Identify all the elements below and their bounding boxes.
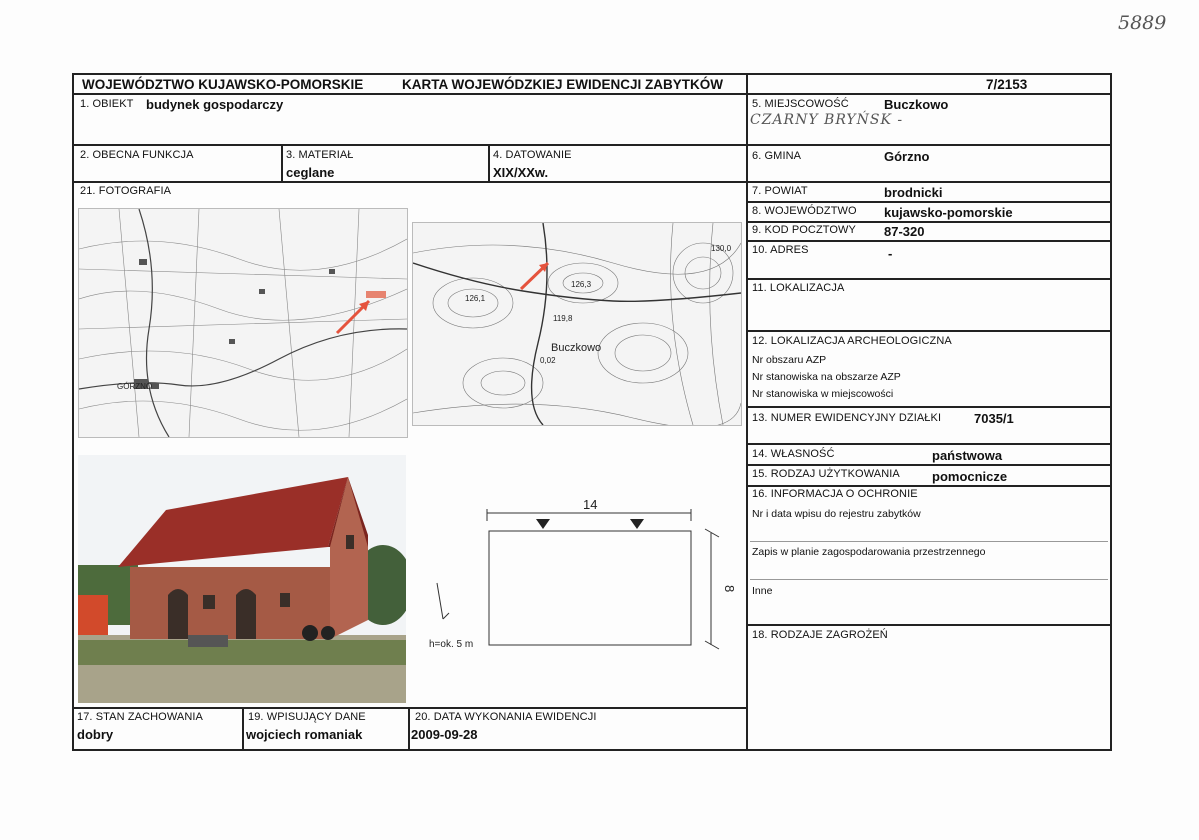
lok-arch-line: Nr obszaru AZP bbox=[752, 354, 827, 366]
building-photo-graphic bbox=[78, 455, 406, 703]
divider bbox=[746, 443, 1110, 445]
topographic-map-overview bbox=[78, 208, 408, 438]
label-uzytkowanie: 15. RODZAJ UŻYTKOWANIA bbox=[752, 468, 900, 480]
archive-number: 5889 bbox=[1118, 12, 1167, 34]
lok-arch-line: Nr stanowiska na obszarze AZP bbox=[752, 371, 901, 383]
divider bbox=[281, 144, 283, 182]
divider bbox=[242, 707, 244, 751]
map-town-label: Buczkowo bbox=[551, 342, 602, 354]
plan-width-label: 14 bbox=[583, 497, 598, 512]
divider bbox=[746, 464, 1110, 466]
label-fotografia: 21. FOTOGRAFIA bbox=[80, 185, 172, 197]
divider bbox=[74, 181, 748, 183]
divider bbox=[746, 406, 1110, 408]
label-lok-arch: 12. LOKALIZACJA ARCHEOLOGICZNA bbox=[752, 335, 952, 347]
label-wojewodztwo: 8. WOJEWÓDZTWO bbox=[752, 205, 857, 217]
divider bbox=[746, 278, 1110, 280]
value-material: ceglane bbox=[286, 165, 335, 180]
value-obiekt: budynek gospodarczy bbox=[146, 97, 284, 112]
divider bbox=[746, 240, 1110, 242]
handwritten-note: CZARNY BRYŃSK - bbox=[750, 112, 904, 128]
label-wpisujacy: 19. WPISUJĄCY DANE bbox=[248, 711, 366, 723]
value-powiat: brodnicki bbox=[884, 185, 943, 200]
divider bbox=[488, 144, 490, 182]
label-material: 3. MATERIAŁ bbox=[286, 149, 354, 161]
value-dzialka: 7035/1 bbox=[974, 411, 1014, 426]
divider bbox=[74, 93, 1110, 95]
map-town-label: GÓRZNO bbox=[117, 382, 153, 391]
divider bbox=[746, 75, 748, 751]
map-elevation-label: 126,1 bbox=[465, 294, 486, 303]
divider bbox=[746, 221, 1110, 223]
divider bbox=[746, 485, 1110, 487]
value-adres: - bbox=[888, 246, 893, 261]
label-adres: 10. ADRES bbox=[752, 244, 809, 256]
value-kod: 87-320 bbox=[884, 224, 925, 239]
label-powiat: 7. POWIAT bbox=[752, 185, 808, 197]
label-funkcja: 2. OBECNA FUNKCJA bbox=[80, 149, 194, 161]
label-dzialka: 13. NUMER EWIDENCYJNY DZIAŁKI bbox=[752, 412, 942, 424]
value-wojewodztwo: kujawsko-pomorskie bbox=[884, 205, 1013, 220]
divider bbox=[746, 144, 1110, 146]
label-miejscowosc: 5. MIEJSCOWOŚĆ bbox=[752, 98, 849, 110]
value-datowanie: XIX/XXw. bbox=[493, 165, 549, 180]
building-photo bbox=[78, 455, 406, 703]
label-datowanie: 4. DATOWANIE bbox=[493, 149, 572, 161]
label-wlasnosc: 14. WŁASNOŚĆ bbox=[752, 448, 835, 460]
label-kod: 9. KOD POCZTOWY bbox=[752, 224, 856, 236]
map-elevation-label: 126,3 bbox=[571, 280, 592, 289]
label-zagrozenia: 18. RODZAJE ZAGROŻEŃ bbox=[752, 629, 888, 641]
plan-height-note: h=ok. 5 m bbox=[429, 639, 474, 650]
lok-arch-line: Nr stanowiska w miejscowości bbox=[752, 388, 894, 400]
topographic-map-detail bbox=[412, 222, 742, 426]
floor-plan-sketch bbox=[419, 495, 739, 665]
value-stan: dobry bbox=[77, 727, 114, 742]
divider bbox=[74, 707, 748, 709]
header-card-number: 7/2153 bbox=[986, 77, 1028, 92]
map-elevation-label: 0,02 bbox=[540, 356, 556, 365]
value-uzytkowanie: pomocnicze bbox=[932, 469, 1008, 484]
entrance-marker-icon bbox=[536, 519, 550, 529]
label-gmina: 6. GMINA bbox=[752, 150, 802, 162]
ochrona-line: Inne bbox=[752, 585, 773, 597]
entrance-marker-icon bbox=[630, 519, 644, 529]
value-gmina: Górzno bbox=[884, 149, 930, 164]
map-elevation-label: 130,0 bbox=[711, 244, 732, 253]
value-wlasnosc: państwowa bbox=[932, 448, 1003, 463]
map-overview-graphic bbox=[79, 209, 407, 437]
ochrona-line: Nr i data wpisu do rejestru zabytków bbox=[752, 508, 921, 520]
divider bbox=[408, 707, 410, 751]
record-card bbox=[72, 73, 1112, 751]
divider bbox=[74, 144, 748, 146]
label-ochrona: 16. INFORMACJA O OCHRONIE bbox=[752, 488, 918, 500]
divider bbox=[746, 181, 1110, 183]
map-detail-graphic bbox=[413, 223, 741, 425]
header-voivodeship: WOJEWÓDZTWO KUJAWSKO-POMORSKIE bbox=[82, 77, 364, 92]
ochrona-line: Zapis w planie zagospodarowania przestrzennego bbox=[752, 546, 986, 558]
label-lokalizacja: 11. LOKALIZACJA bbox=[752, 282, 845, 294]
divider bbox=[746, 624, 1110, 626]
divider bbox=[746, 330, 1110, 332]
value-miejscowosc: Buczkowo bbox=[884, 97, 949, 112]
divider bbox=[746, 201, 1110, 203]
map-elevation-label: 119,8 bbox=[553, 314, 573, 323]
plan-depth-label: 8 bbox=[722, 585, 737, 593]
header-card-title: KARTA WOJEWÓDZKIEJ EWIDENCJI ZABYTKÓW bbox=[402, 77, 723, 92]
label-data: 20. DATA WYKONANIA EWIDENCJI bbox=[415, 711, 597, 723]
divider bbox=[750, 541, 1108, 542]
label-obiekt: 1. OBIEKT bbox=[80, 98, 134, 110]
value-data: 2009-09-28 bbox=[411, 727, 478, 742]
divider bbox=[750, 579, 1108, 580]
label-stan: 17. STAN ZACHOWANIA bbox=[77, 711, 203, 723]
value-wpisujacy: wojciech romaniak bbox=[246, 727, 363, 742]
